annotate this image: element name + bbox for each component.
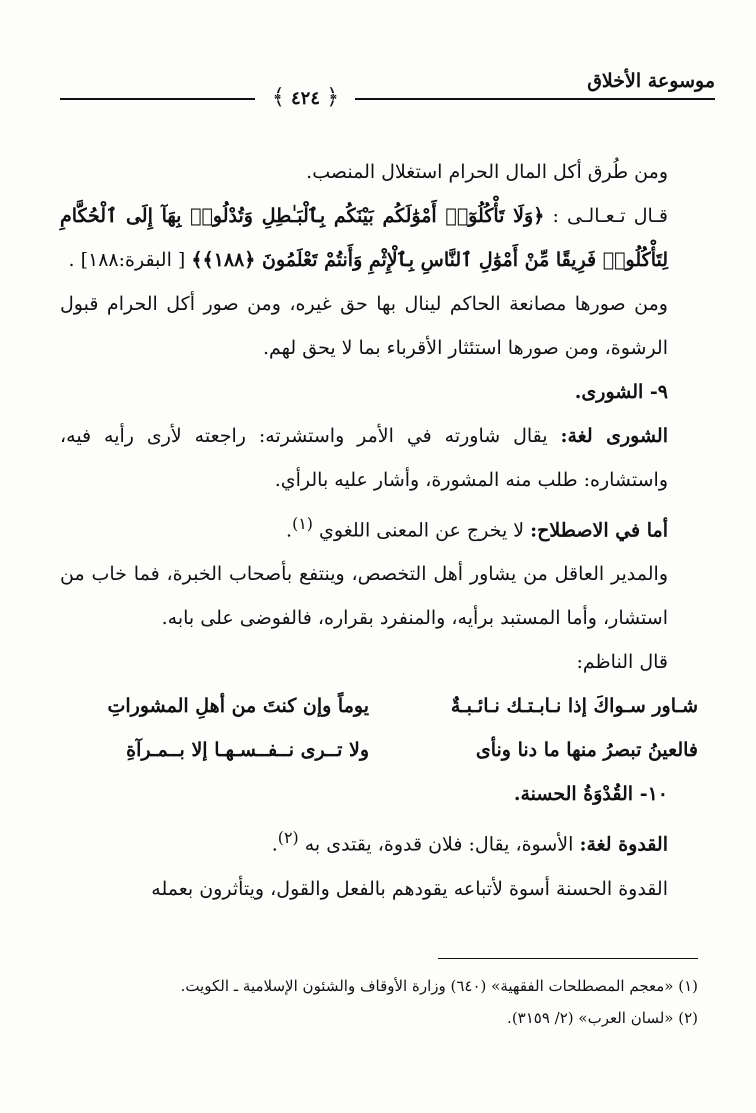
paragraph-8: القدوة الحسنة أسوة لأتباعه يقودهم بالفعل والقول، ويتأثرون بعمله (151, 877, 668, 900)
poet-intro: قال الناظم: (576, 651, 668, 674)
page-number-bracket-open: ﴿ (326, 85, 340, 110)
term-qudwah-lughah: القدوة لغة: (579, 833, 668, 856)
quran-intro: قـال تـعـالـى : (552, 205, 668, 227)
shura-lughah-text: يقال شاورته في الأمر واستشرته: راجعته لأرى رأيه فيه، واستشاره: طلب منه المشورة، وأشار عليه بالرأي. (60, 425, 668, 491)
qudwah-lughah-text: الأسوة، يقال: فلان قدوة، يقتدى به (304, 833, 580, 856)
istilah-text: لا يخرج عن المعنى اللغوي (319, 519, 531, 542)
heading-shura: ٩- الشورى. (574, 381, 668, 403)
page-number-value: ٤٢٤ (290, 88, 320, 109)
paragraph-shura-lughah (60, 414, 698, 502)
heading-qudwah: ١٠- القُدْوَةُ الحسنة. (513, 783, 668, 806)
paragraph-quran (60, 194, 698, 282)
term-istilah: أما في الاصطلاح: (530, 519, 668, 542)
paragraph-3: ومن صورها مصانعة الحاكم لينال بها حق غيره، ومن صور أكل الحرام قبول الرشوة، ومن صورها استئثار الأقرباء بما لا يحق لهم. (60, 293, 668, 359)
header-rule-left (60, 98, 255, 100)
quran-verse: ﴿وَلَا تَأْكُلُوٓا۟ أَمْوَٰلَكُم بَيْنَكُم بِٱلْبَـٰطِلِ وَتُدْلُوا۟ بِهَآ إِلَى ٱلْحُكَّامِ لِتَأْكُلُوا۟ فَرِيقًا مِّنْ أَمْوَٰلِ ٱلنَّاسِ بِٱلْإِثْمِ وَأَنتُمْ تَعْلَمُونَ ﴿١٨٨﴾﴾ (60, 205, 668, 271)
poem-line-1 (60, 684, 698, 728)
footnote-separator (438, 958, 698, 959)
book-title: موسوعة الأخلاق (577, 70, 715, 92)
term-shura-lughah: الشورى لغة: (560, 425, 668, 447)
poem (60, 684, 698, 772)
hemistich-1b: يوماً وإن كنتَ من أهلِ المشوراتِ (107, 695, 369, 718)
paragraph-qudwah-lughah: القدوة لغة: الأسوة، يقال: فلان قدوة، يقتدى به $^{(٢)}$. (271, 828, 668, 856)
paragraph-1: ومن طُرق أكل المال الحرام استغلال المنصب. (306, 161, 668, 183)
poem-line-2 (60, 728, 698, 772)
hemistich-1a: شـاور سـواكَ إذا نـابـتـك نـائـبـةٌ (450, 695, 698, 718)
hemistich-2a: فالعينُ تبصرُ منها ما دنا ونأى (475, 739, 698, 762)
footnote-1: (١) «معجم المصطلحات الفقهية» (٦٤٠) وزارة الأوقاف والشئون الإسلامية ـ الكويت. (180, 977, 698, 995)
footnotes (60, 970, 698, 1034)
page-header (50, 70, 715, 120)
paragraph-shura-istilah: أما في الاصطلاح: لا يخرج عن المعنى اللغوي $^{(١)}$. (286, 514, 668, 542)
footnote-ref-2: (٢) (277, 828, 299, 848)
page-number (258, 84, 353, 112)
page-body (60, 150, 698, 911)
hemistich-2b: ولا تــرى نــفــسـهـا إلا بــمـرآةِ (126, 739, 369, 762)
quran-reference: [ البقرة:١٨٨] . (68, 249, 186, 271)
page-number-bracket-close: ﴾ (271, 85, 285, 110)
header-rule-right (355, 98, 715, 100)
paragraph-6: والمدير العاقل من يشاور أهل التخصص، وينتفع بأصحاب الخبرة، فما خاب من استشار، وأما المستبد برأيه، والمنفرد بقراره، فالفوضى على بابه. (60, 563, 668, 630)
footnote-ref-1: (١) (292, 514, 313, 533)
footnote-2: (٢) «لسان العرب» (٢/ ٣١٥٩). (507, 1009, 698, 1027)
